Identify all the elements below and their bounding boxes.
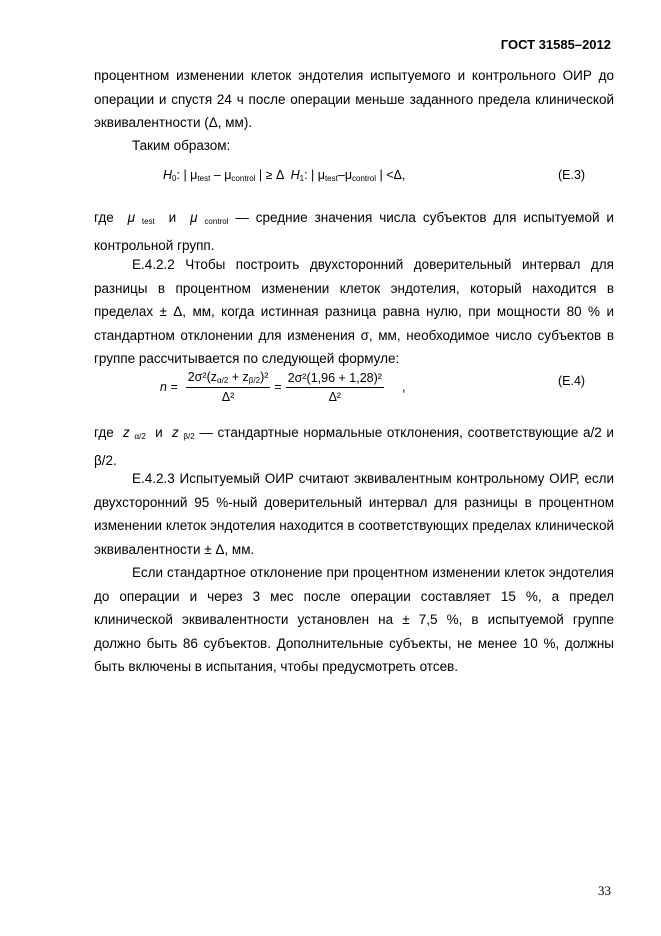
page-number: 33 bbox=[598, 883, 611, 898]
paragraph-z-definitions: где z $_{\alpha/2}$ и z $_{\beta/2}$ — стандартные нормальные отклонения, соответствующие a/2 и β/2. bbox=[94, 425, 614, 468]
z-alpha-sub: α/2 bbox=[134, 432, 146, 441]
paragraph-1: процентном изменении клеток эндотелия испытуемого и контрольного ОИР до операции и спустя 24 ч после операции меньше заданного предела клинической эквивалентности (Δ, мм). bbox=[94, 68, 614, 130]
eq4-denominator-2: Δ² bbox=[328, 389, 342, 404]
h0-colon: : bbox=[176, 168, 180, 182]
mu-test-symbol: μ bbox=[127, 210, 135, 225]
paragraph-e423: E.4.2.3 Испытуемый ОИР считают эквивалентным контрольному ОИР, если двухсторонний 95 %-ный доверительный интервал для разницы в процентном изменении клеток эндотелия находится в соответствующих пределах клинической эквивалентности ± Δ, мм. bbox=[94, 471, 614, 557]
paragraph-example: Если стандартное отклонение при процентном изменении клеток эндотелия до операции и через 3 мес после операции составляет 15 %, а предел клинической эквивалентности установлен на ± 7,5 %, в испытуемой группе должно быть 86 субъектов. Дополнительные субъекты, не менее 10 %, должны быть включены в испытания, чтобы предусмотреть отсев. bbox=[94, 565, 614, 674]
eq4-equals: = bbox=[274, 380, 282, 394]
h0-symbol: H bbox=[163, 168, 173, 182]
z-alpha-symbol: z bbox=[123, 425, 130, 440]
mu-control-sub: control bbox=[204, 217, 229, 226]
paragraph-e422: E.4.2.2 Чтобы построить двухсторонний доверительный интервал для разницы в процентном изменении клеток эндотелия, который находится в пределах ± Δ, мм, когда истинная разница равна нулю, при мощности 80 % и стандартном отклонении для изменения σ, мм, необходимое число субъектов в группе рассчитывается по следующей формуле: bbox=[94, 257, 614, 366]
mu-control-symbol: μ bbox=[190, 210, 198, 225]
z-beta-symbol: z bbox=[172, 425, 179, 440]
eq4-fraction-1 bbox=[186, 370, 271, 404]
eq4-denominator-1: Δ² bbox=[221, 390, 235, 404]
z-beta-sub: β/2 bbox=[183, 432, 195, 441]
h1-symbol: H bbox=[290, 168, 300, 182]
h1-subscript: 1 bbox=[299, 174, 305, 183]
h0-control-sub: control bbox=[231, 174, 256, 183]
h0-minus: – bbox=[213, 168, 221, 182]
h1-control-sub: control bbox=[352, 174, 377, 183]
h1-test-sub: test bbox=[324, 174, 338, 183]
equation-e4-label: (E.4) bbox=[558, 374, 586, 388]
h0-expr-close: | ≥ Δ bbox=[258, 168, 284, 182]
h0-subscript: 0 bbox=[172, 174, 177, 183]
eq4-lhs: n = bbox=[160, 380, 178, 394]
eq4-numerator-2: 2σ²(1,96 + 1,28)² bbox=[286, 371, 384, 388]
mu-test-sub: test bbox=[141, 217, 155, 226]
eq4-fraction-2 bbox=[286, 371, 384, 404]
document-header: ГОСТ 31585–2012 bbox=[500, 37, 611, 52]
h0-test-sub: test bbox=[197, 174, 211, 183]
paragraph-mu-definitions: где μ $_{test}$ и μ $_{control}$ — средние значения числа субъектов для испытуемой и контрольной групп. bbox=[94, 210, 614, 253]
eq4-numerator-1: $2\sigma^2(z_{\alpha/2} + z_{\beta/2})^2$ bbox=[186, 370, 271, 388]
h1-expr-open: : | μ bbox=[304, 168, 325, 182]
paragraph-intro-equation: Таким образом: bbox=[132, 138, 231, 153]
equation-e3-label: (E.3) bbox=[558, 168, 586, 182]
eq4-comma: , bbox=[401, 380, 406, 394]
h1-mu: μ bbox=[344, 168, 353, 182]
h0-expr-open: | μ bbox=[183, 168, 198, 182]
h1-expr-close: | <Δ, bbox=[379, 168, 406, 182]
equation-e3 bbox=[163, 168, 405, 183]
equation-e4 bbox=[160, 370, 405, 404]
h1-minus: – bbox=[337, 168, 345, 182]
h0-mu: μ bbox=[224, 168, 232, 182]
